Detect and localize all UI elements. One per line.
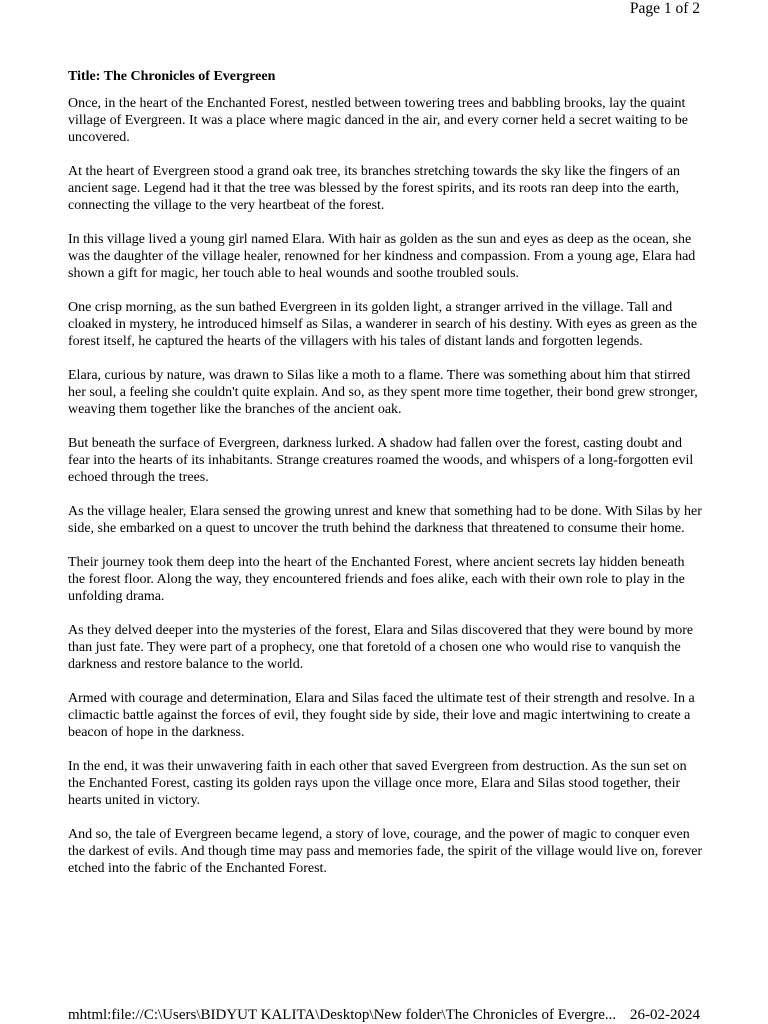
paragraph: In the end, it was their unwavering faith in each other that saved Evergreen from destruction. As the sun set on the Enchanted Forest, casting its golden rays upon the village once more, Elara and Silas stood together, their hearts united in victory.	[68, 759, 687, 808]
footer-date: 26-02-2024	[630, 1007, 700, 1023]
paragraph: But beneath the surface of Evergreen, darkness lurked. A shadow had fallen over the forest, casting doubt and fear into the hearts of its inhabitants. Strange creatures roamed the woods, and whispers of a long-forgotten evil echoed through the trees.	[68, 436, 694, 485]
paragraph: Their journey took them deep into the heart of the Enchanted Forest, where ancient secrets lay hidden beneath the forest floor. Along the way, they encountered friends and foes alike, each with their own role to play in the unfolding drama.	[68, 555, 685, 604]
paragraph: In this village lived a young girl named Elara. With hair as golden as the sun and eyes as deep as the ocean, she was the daughter of the village healer, renowned for her kindness and compassion. From a young age, Elara had shown a gift for magic, her touch able to heal wounds and soothe troubled souls.	[68, 232, 696, 281]
paragraph: As they delved deeper into the mysteries of the forest, Elara and Silas discovered that they were bound by more than just fate. They were part of a prophecy, one that foretold of a chosen one who would rise to vanquish the darkness and restore balance to the world.	[68, 623, 694, 672]
paragraph: Elara, curious by nature, was drawn to Silas like a moth to a flame. There was something about him that stirred her soul, a feeling she couldn't quite explain. And so, as they spent more time together, their bond grew stronger, weaving them together like the branches of the ancient oak.	[68, 368, 698, 417]
paragraph: As the village healer, Elara sensed the growing unrest and knew that something had to be done. With Silas by her side, she embarked on a quest to uncover the truth behind the darkness that threatened to consume their home.	[68, 504, 702, 536]
paragraph: Once, in the heart of the Enchanted Forest, nestled between towering trees and babbling brooks, lay the quaint village of Evergreen. It was a place where magic danced in the air, and every corner held a secret waiting to be uncovered.	[68, 96, 688, 145]
paragraph: At the heart of Evergreen stood a grand oak tree, its branches stretching towards the sky like the fingers of an ancient sage. Legend had it that the tree was blessed by the forest spirits, and its roots ran deep into the earth, connecting the village to the very heartbeat of the forest.	[68, 164, 681, 213]
document-title: Title: The Chronicles of Evergreen	[68, 69, 276, 84]
paragraph: And so, the tale of Evergreen became legend, a story of love, courage, and the power of magic to conquer even the darkest of evils. And though time may pass and memories fade, the spirit of the village would live on, forever etched into the fabric of the Enchanted Forest.	[68, 827, 703, 876]
footer-file-path: mhtml:file://C:\Users\BIDYUT KALITA\Desktop\New folder\The Chronicles of Evergre...	[68, 1007, 617, 1023]
paragraph: One crisp morning, as the sun bathed Evergreen in its golden light, a stranger arrived in the village. Tall and cloaked in mystery, he introduced himself as Silas, a wanderer in search of his destiny. With eyes as green as the forest itself, he captured the hearts of the villagers with his tales of distant lands and forgotten legends.	[68, 300, 698, 349]
page-number: Page 1 of 2	[629, 0, 700, 17]
print-footer	[68, 1006, 700, 1024]
paragraph: Armed with courage and determination, Elara and Silas faced the ultimate test of their strength and resolve. In a climactic battle against the forces of evil, they fought side by side, their love and magic intertwining to create a beacon of hope in the darkness.	[68, 691, 695, 740]
document-body	[68, 68, 704, 894]
